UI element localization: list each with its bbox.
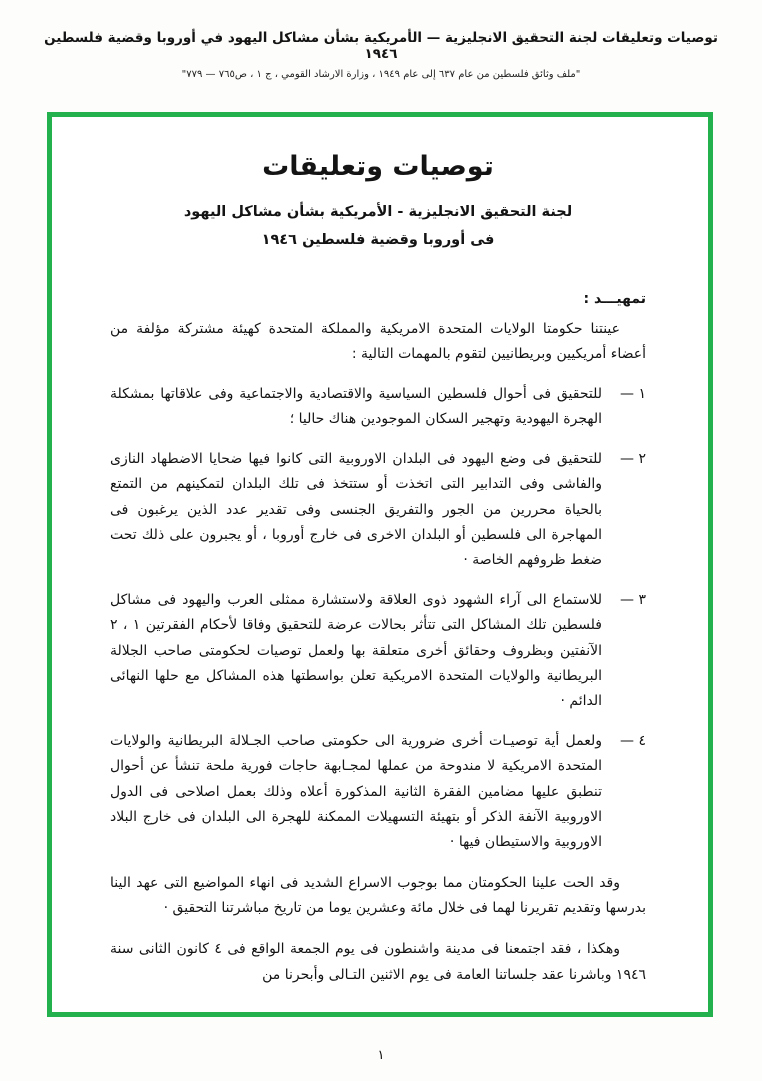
closing-paragraph: وهكذا ، فقد اجتمعنا فى مدينة واشنطون فى يوم الجمعة الواقع فى ٤ كانون الثانى سنة ١٩٤٦ وباشرنا عقد جلساتنا العامة فى يوم الاثنين التـالى وأبحرنا من: [110, 941, 646, 983]
closing-paragraph: وقد الحت علينا الحكومتان مما بوجوب الاسراع الشديد فى انهاء المواضيع التى عهد الينا بدرسها وتقديم تقريرنا لهما فى خلال مائة وعشرين يوما من تاريخ مباشرتنا التحقيق ·: [110, 875, 646, 917]
item-number: ١ —: [620, 385, 646, 402]
item-text: للتحقيق فى أحوال فلسطين السياسية والاقتصادية والاجتماعية وفى علاقاتها بمشكلة الهجرة اليهودية وتهجير السكان الموجودين هناك حاليا ؛: [110, 385, 602, 428]
list-item: [110, 729, 646, 855]
item-text: ولعمل أية توصيـات أخرى ضرورية الى حكومتى صاحب الجـلالة البريطانية والولايات المتحدة الامريكية لا مندوحة من عملها لمجـابهة حاجات فورية ملحة تنشأ عن أحوال تنطبق عليها مضامين الفقرة الثانية المذكورة أعلاه وذلك بعمل اصلاحى فى الدول الاوروبية الآنفة الذكر أو بتهيئة التسهيلات الممكنة للهجرة الى البلدان فى خارج البلاد الاوروبية والاستيطان فيها ·: [110, 733, 602, 850]
header-title: توصيات وتعليقات لجنة التحقيق الانجليزية — الأمريكية بشأن مشاكل اليهود في أوروبا وقضية فلسطين ١٩٤٦: [44, 30, 718, 62]
document-subtitle: [110, 198, 646, 255]
document-title: توصيات وتعليقات: [262, 151, 494, 182]
item-text: للتحقيق فى وضع اليهود فى البلدان الاوروبية التى كانوا فيها ضحايا الاضطهاد النازى والفاشى وفى التدابير التى اتخذت أو ستتخذ فى تلك البلدان لتمكينهم من التمتع بالحياة محررين من الجور والتفريق الجنسى وفى تقدير عدد الذين يرغبون فى المهاجرة الى فلسطين أو البلدان الاخرى فى خارج أوروبا ، أو يجبرون على ذلك تحت ضغط ظروفهم الخاصة ·: [110, 451, 602, 569]
list-item: [110, 382, 646, 432]
preamble-heading: تمهيـــد :: [583, 290, 646, 307]
header-source-citation: "ملف وثائق فلسطين من عام ٦٣٧ إلى عام ١٩٤٩ ، وزارة الارشاد القومي ، ج ١ ، ص٧٦٥ — ٧٧٩": [181, 69, 581, 80]
item-number: ٣ —: [620, 592, 646, 609]
list-item: [110, 447, 646, 573]
subtitle-line-1: لجنة التحقيق الانجليزية - الأمريكية بشأن مشاكل اليهود: [183, 204, 573, 220]
list-item: [110, 588, 646, 714]
item-number: ٢ —: [620, 451, 646, 468]
intro-paragraph: عينتنا حكومتا الولايات المتحدة الامريكية والمملكة المتحدة كهيئة مشتركة مؤلفة من أعضاء أمريكيين وبريطانيين لتقوم بالمهمات التالية :: [110, 320, 646, 362]
document-frame: [47, 112, 713, 1017]
subtitle-line-2: فى أوروبا وقضية فلسطين ١٩٤٦: [261, 232, 495, 249]
item-number: ٤ —: [620, 733, 646, 750]
item-text: للاستماع الى آراء الشهود ذوى العلاقة ولاستشارة ممثلى العرب واليهود فى مشاكل فلسطين تلك المشاكل التى تتأثر بحالات عرضة للتحقيق وفاقا لأحكام الفقرتين ١ ، ٢ الآنفتين وبظروف وحقائق أخرى متعلقة بها ولعمل توصيات لحكومتى صاحب الجلالة البريطانية والولايات المتحدة الامريكية تعلن بواسطتها هذه المشاكل مع حلها النهائى الدائم ·: [110, 592, 603, 709]
page-number: ١: [377, 1048, 385, 1063]
page-header: [30, 30, 732, 80]
